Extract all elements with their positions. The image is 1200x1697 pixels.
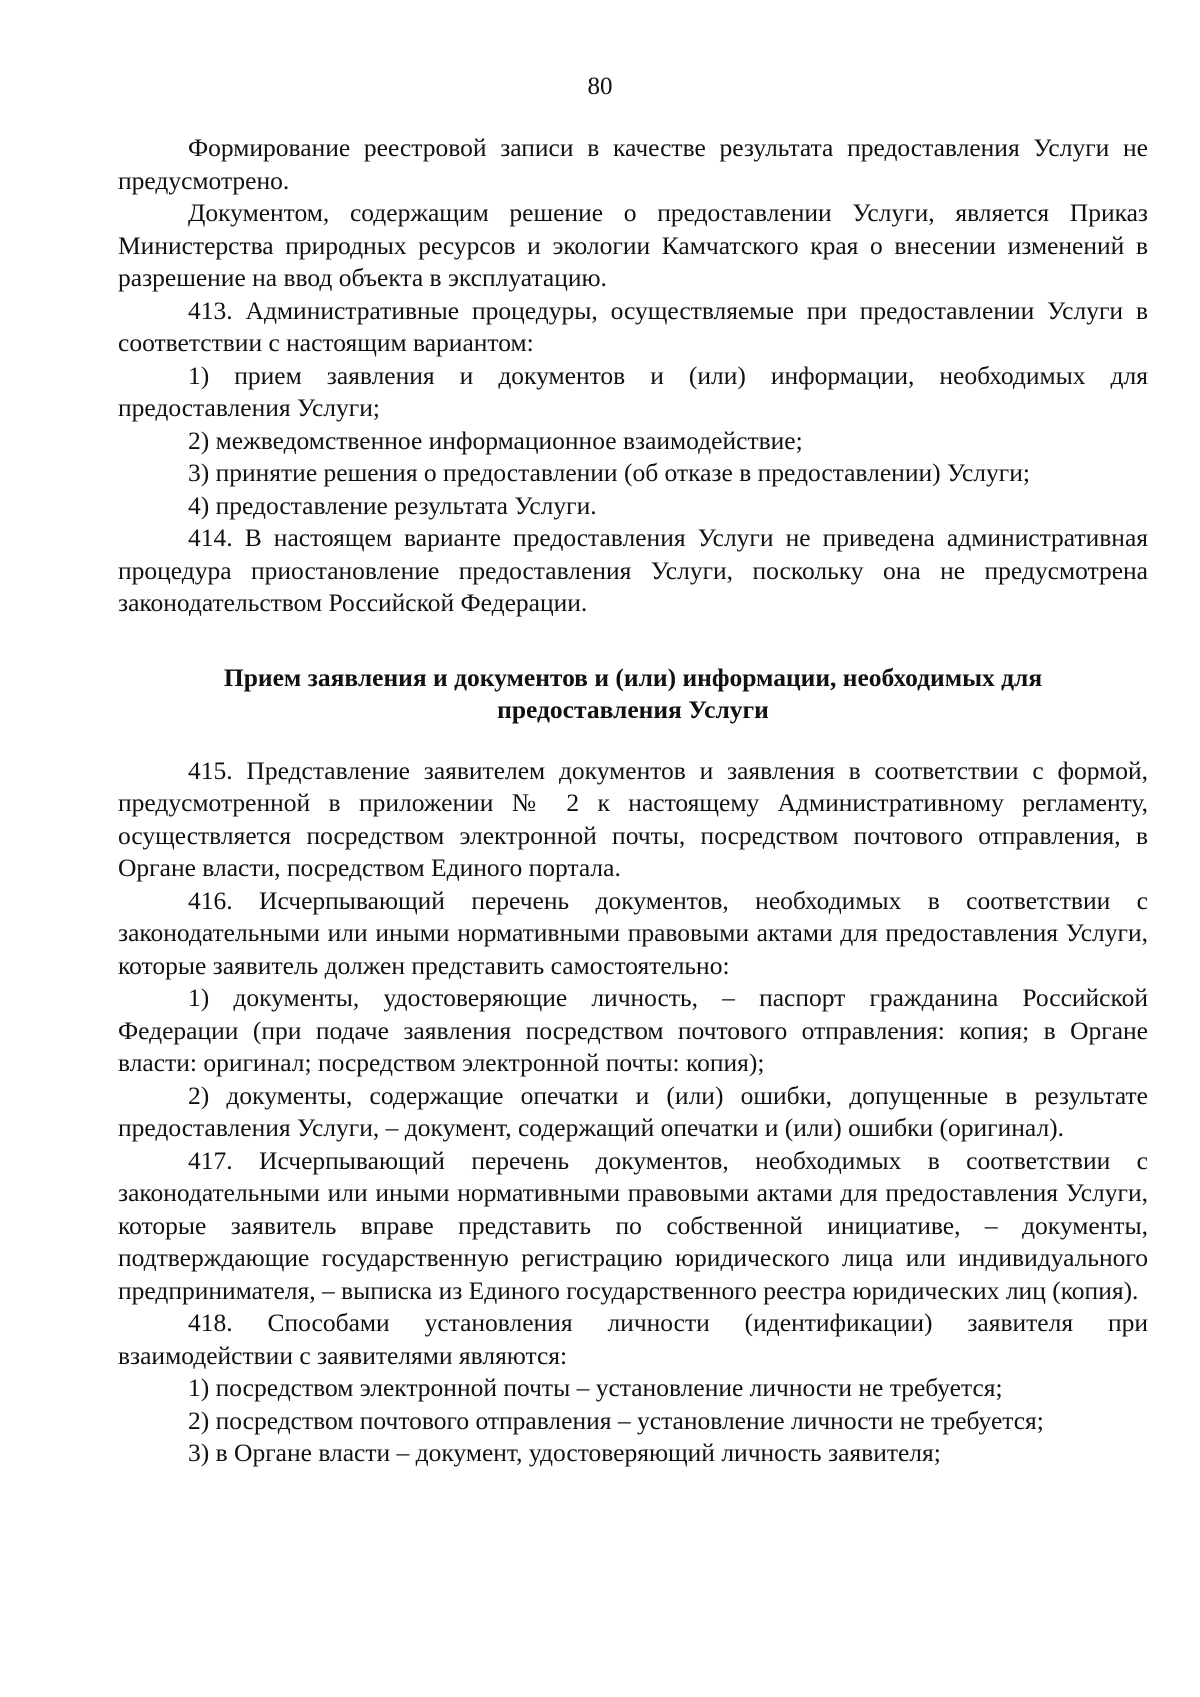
paragraph-415: 415. Представление заявителем документов и заявления в соответствии с формой, предусмотренной в приложении № 2 к настоящему Административному регламенту, осуществляется посредством электронной почты, посредством почтового отправления, в Органе власти, посредством Единого портала. — [118, 755, 1148, 882]
paragraph: Документом, содержащим решение о предоставлении Услуги, является Приказ Министерства природных ресурсов и экологии Камчатского края о внесении изменений в разрешение на ввод объекта в эксплуатацию. — [118, 198, 1148, 292]
list-item: 1) прием заявления и документов и (или) информации, необходимых для предоставления Услуги; — [118, 360, 1148, 422]
paragraph-418: 418. Способами установления личности (идентификации) заявителя при взаимодействии с заявителями являются: — [118, 1308, 1148, 1370]
list-item: 1) документы, удостоверяющие личность, – паспорт гражданина Российской Федерации (при подаче заявления посредством почтового отправления: копия; в Органе власти: оригинал; посредством электронной почты: копия); — [118, 983, 1148, 1077]
list-item: 3) в Органе власти – документ, удостоверяющий личность заявителя; — [188, 1438, 941, 1467]
list-item: 4) предоставление результата Услуги. — [188, 490, 597, 520]
paragraph-413: 413. Административные процедуры, осуществляемые при предоставлении Услуги в соответствии с настоящим вариантом: — [118, 295, 1148, 357]
paragraph-414: 414. В настоящем варианте предоставления Услуги не приведена административная процедура приостановление предоставления Услуги, поскольку она не предусмотрена законодательством Российской Федерации. — [118, 523, 1148, 617]
list-item: 2) межведомственное информационное взаимодействие; — [188, 425, 803, 455]
list-item: 2) посредством почтового отправления – установление личности не требуется; — [188, 1405, 1044, 1435]
paragraph-416: 416. Исчерпывающий перечень документов, необходимых в соответствии с законодательными или иными нормативными правовыми актами для предоставления Услуги, которые заявитель должен представить самостоятельно: — [118, 885, 1148, 980]
list-item: 3) принятие решения о предоставлении (об отказе в предоставлении) Услуги; — [188, 458, 1030, 487]
section-heading: Прием заявления и документов и (или) информации, необходимых для предоставления Услуги — [223, 662, 1043, 724]
paragraph-417: 417. Исчерпывающий перечень документов, необходимых в соответствии с законодательными или иными нормативными правовыми актами для предоставления Услуги, которые заявитель вправе представить по собственной инициативе, – документы, подтверждающие государственную регистрацию юридического лица или индивидуального предпринимателя, – выписка из Единого государственного реестра юридических лиц (копия). — [118, 1145, 1148, 1305]
page-number: 80 — [587, 73, 613, 100]
document-body — [118, 132, 1148, 1470]
list-item: 2) документы, содержащие опечатки и (или) ошибки, допущенные в результате предоставления Услуги, – документ, содержащий опечатки и (или) ошибки (оригинал). — [118, 1080, 1148, 1142]
paragraph: Формирование реестровой записи в качестве результата предоставления Услуги не предусмотрено. — [118, 133, 1148, 195]
list-item: 1) посредством электронной почты – установление личности не требуется; — [188, 1373, 1003, 1402]
